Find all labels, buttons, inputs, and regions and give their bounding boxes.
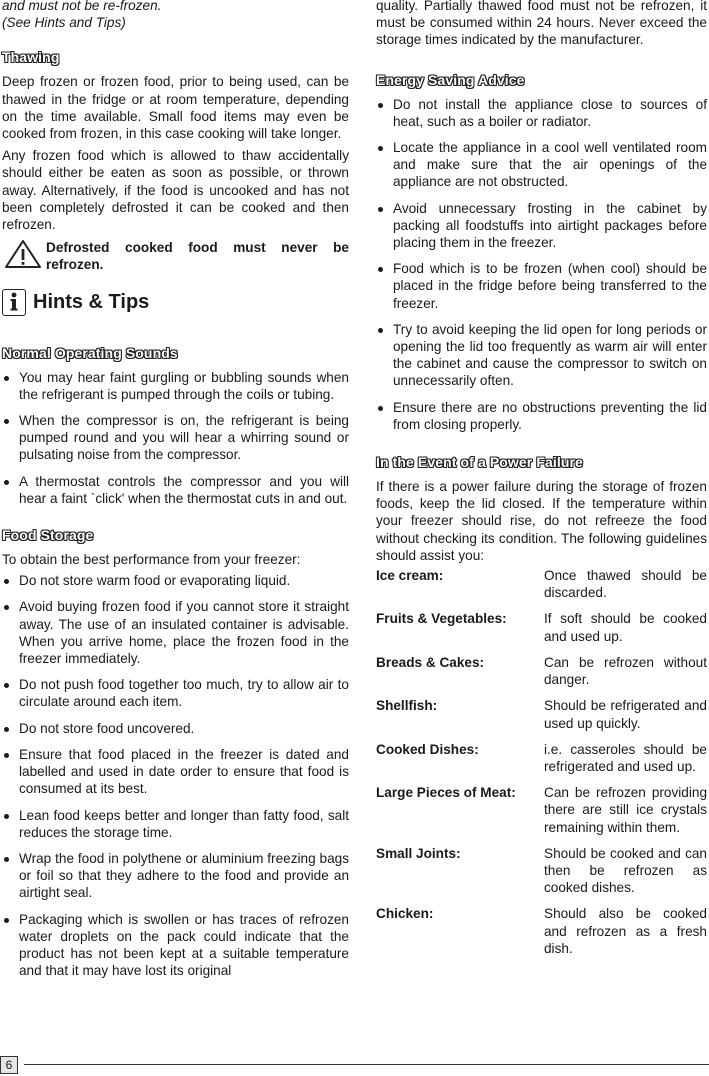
thawing-paragraph: Any frozen food which is allowed to thaw accidentally should either be eaten as soon as possible, or thrown away. Alternatively, if the food is uncooked and has not been completely defrosted it can be cooked and then refrozen. <box>2 148 349 233</box>
table-row <box>376 567 707 601</box>
list-item: Avoid unnecessary frosting in the cabinet by packing all foodstuffs into airtight packages before placing them in the freezer. <box>376 200 707 252</box>
list-item: Food which is to be frozen (when cool) should be placed in the fridge before being transferred to the freezer. <box>376 260 707 312</box>
sounds-list <box>2 369 349 507</box>
list-item: Lean food keeps better and longer than fatty food, salt reduces the storage time. <box>2 807 349 841</box>
list-item: Ensure that food placed in the freezer is dated and labelled and used in date order to ensure that food is consumed at its best. <box>2 746 349 798</box>
table-row <box>376 836 707 897</box>
food-guideline: Can be refrozen providing there are still ice crystals remaining within them. <box>544 785 707 835</box>
table-row <box>376 775 707 836</box>
table-row <box>376 896 707 957</box>
food-type: Chicken: <box>376 906 434 922</box>
power-failure-intro: If there is a power failure during the storage of frozen foods, keep the lid closed. If the temperature within your freezer should rise, do not refreeze the food without checking its condition. The following guidelines should assist you: <box>376 479 707 563</box>
thawing-heading: Thawing <box>2 49 60 66</box>
info-icon <box>2 289 26 316</box>
food-type: Ice cream: <box>376 568 444 584</box>
page-footer <box>0 1054 709 1076</box>
warning-triangle-icon <box>4 239 42 269</box>
sounds-heading: Normal Operating Sounds <box>2 344 178 361</box>
hints-tips-header <box>2 289 349 316</box>
storage-intro: To obtain the best performance from your freezer: <box>2 552 301 568</box>
hints-title: Hints & Tips <box>33 290 150 313</box>
continuation-paragraph: quality. Partially thawed food must not be refrozen, it must be consumed within 24 hours. Never exceed the storage times indicated by the manufacturer. <box>376 0 707 48</box>
left-column <box>2 0 349 979</box>
food-type: Small Joints: <box>376 845 461 861</box>
list-item: Locate the appliance in a cool well ventilated room and make sure that the air openings of the appliance are not obstructed. <box>376 139 707 191</box>
list-item: Try to avoid keeping the lid open for long periods or opening the lid too frequently as warm air will enter the cabinet and cause the compressor to switch on unnecessarily often. <box>376 321 707 390</box>
food-guideline: i.e. casseroles should be refrigerated and used up. <box>544 741 707 774</box>
food-guideline: Should also be cooked and refrozen as a fresh dish. <box>544 906 707 956</box>
food-guideline: Should be cooked and can then be refrozen as cooked dishes. <box>544 845 707 896</box>
list-item: You may hear faint gurgling or bubbling sounds when the refrigerant is pumped through the coils or tubing. <box>2 369 349 403</box>
list-item: Ensure there are no obstructions preventing the lid from closing properly. <box>376 399 707 433</box>
food-type: Fruits & Vegetables: <box>376 611 507 627</box>
energy-list <box>376 96 707 433</box>
food-guideline: Once thawed should be discarded. <box>544 568 707 601</box>
food-type: Cooked Dishes: <box>376 741 479 757</box>
table-row <box>376 688 707 731</box>
list-item: Wrap the food in polythene or aluminium freezing bags or foil so that they adhere to the food and provide an airtight seal. <box>2 850 349 902</box>
list-item: Do not push food together too much, try to allow air to circulate around each item. <box>2 676 349 710</box>
food-type: Breads & Cakes: <box>376 654 485 670</box>
table-row <box>376 645 707 688</box>
power-failure-guidelines <box>376 567 707 957</box>
list-item: Do not store warm food or evaporating liquid. <box>2 572 349 589</box>
warning-note <box>2 239 349 273</box>
food-guideline: Should be refrigerated and used up quickly. <box>544 698 707 731</box>
table-row <box>376 732 707 775</box>
energy-heading: Energy Saving Advice <box>376 71 525 88</box>
storage-list <box>2 572 349 979</box>
carryover-line: (See Hints and Tips) <box>2 15 126 31</box>
food-type: Shellfish: <box>376 698 438 714</box>
list-item: A thermostat controls the compressor and you will hear a faint `click' when the thermostat cuts in and out. <box>2 473 349 507</box>
list-item: When the compressor is on, the refrigerant is being pumped round and you will hear a whirring sound or pulsating noise from the compressor. <box>2 412 349 464</box>
power-failure-heading: In the Event of a Power Failure <box>376 454 583 471</box>
thawing-paragraph: Deep frozen or frozen food, prior to being used, can be thawed in the fridge or at room temperature, depending on the time available. Small food items may even be cooked from frozen, in this case cooking will take longer. <box>2 74 349 142</box>
carryover-line: and must not be re-frozen. <box>2 0 162 13</box>
page-number: 6 <box>0 1056 18 1074</box>
list-item: Packaging which is swollen or has traces of refrozen water droplets on the pack could indicate that the product has not been kept at a suitable temperature and that it may have lost its original <box>2 911 349 980</box>
storage-heading: Food Storage <box>2 527 94 544</box>
table-row <box>376 601 707 644</box>
list-item: Avoid buying frozen food if you cannot store it straight away. The use of an insulated container is advisable. When you arrive home, place the frozen food in the freezer immediately. <box>2 598 349 667</box>
right-column <box>376 0 707 957</box>
footer-rule <box>24 1064 709 1065</box>
list-item: Do not store food uncovered. <box>2 720 349 737</box>
food-guideline: Can be refrozen without danger. <box>544 654 707 688</box>
list-item: Do not install the appliance close to sources of heat, such as a boiler or radiator. <box>376 96 707 130</box>
food-guideline: If soft should be cooked and used up. <box>544 611 707 644</box>
food-type: Large Pieces of Meat: <box>376 785 516 801</box>
warning-text: Defrosted cooked food must never be refrozen. <box>46 240 349 273</box>
